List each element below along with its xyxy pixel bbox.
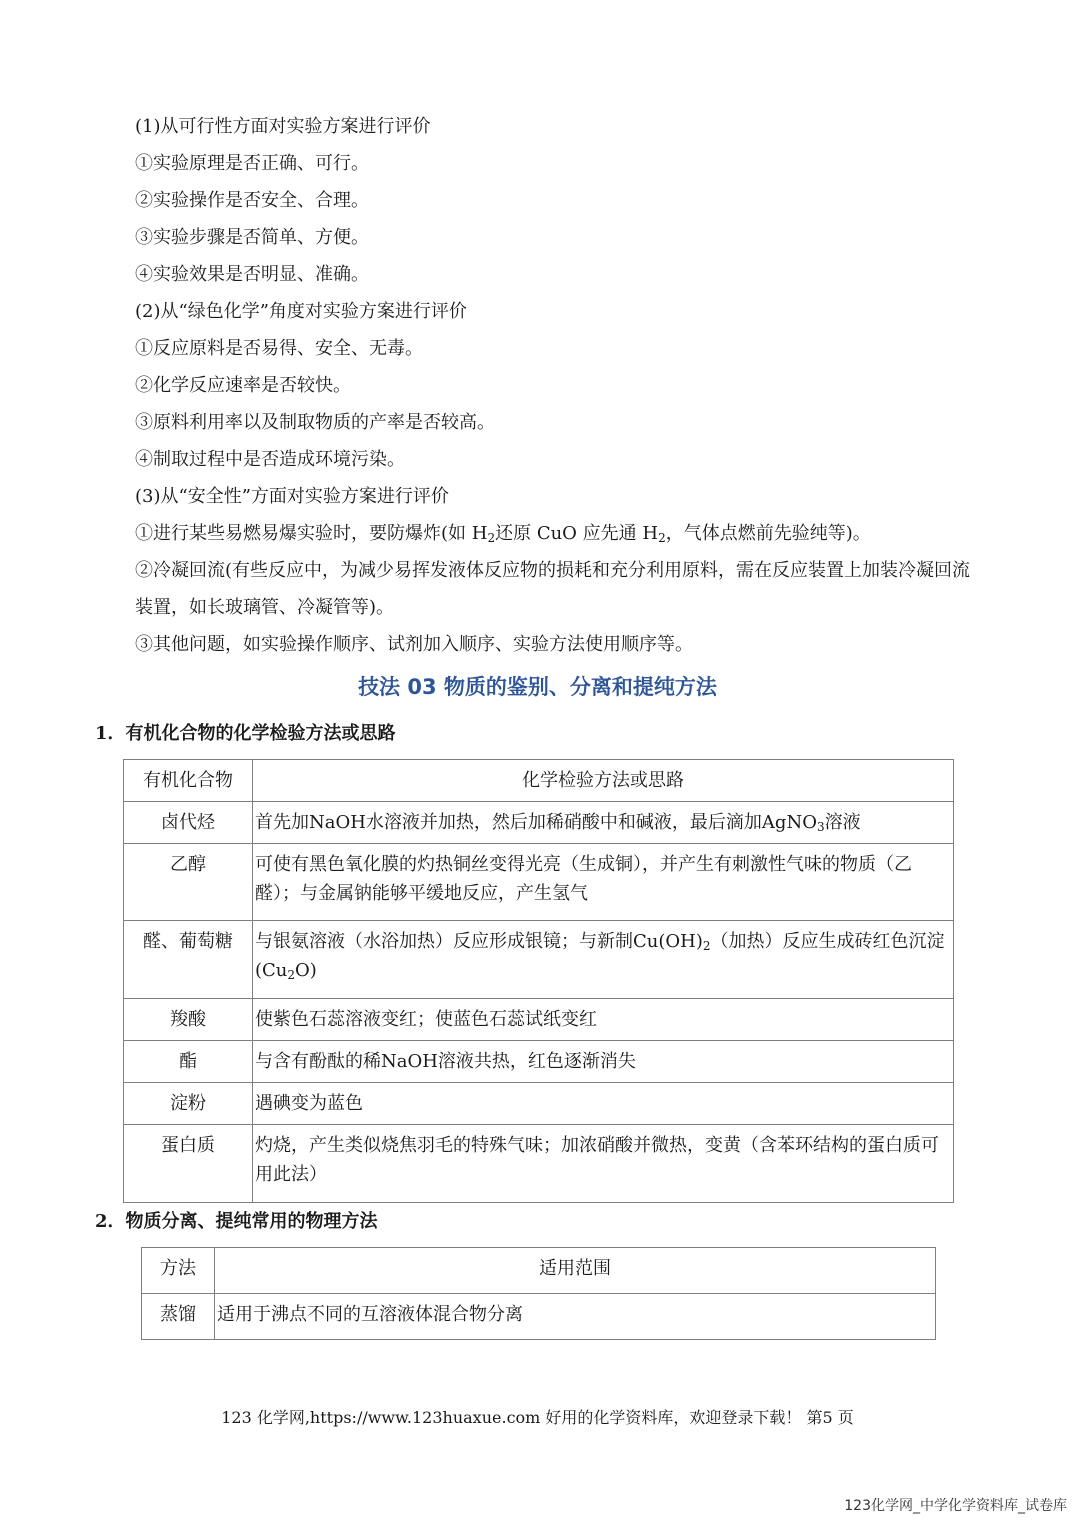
paragraph: ①反应原料是否易得、安全、无毒。 bbox=[135, 338, 423, 359]
method-cell: 遇碘变为蓝色 bbox=[253, 1083, 954, 1125]
heading-organic-tests: 1．有机化合物的化学检验方法或思路 bbox=[95, 723, 396, 744]
paragraph: ③原料利用率以及制取物质的产率是否较高。 bbox=[135, 412, 495, 433]
method-cell: 与含有酚酞的稀NaOH溶液共热，红色逐渐消失 bbox=[253, 1041, 954, 1083]
compound-cell: 乙醇 bbox=[124, 844, 253, 921]
table-row bbox=[124, 921, 954, 999]
separation-method-table bbox=[141, 1247, 936, 1340]
compound-cell: 醛、葡萄糖 bbox=[124, 921, 253, 999]
heading-separation-methods: 2．物质分离、提纯常用的物理方法 bbox=[95, 1211, 378, 1232]
table-row bbox=[124, 802, 954, 844]
paragraph: ③实验步骤是否简单、方便。 bbox=[135, 227, 369, 248]
compound-cell: 酯 bbox=[124, 1041, 253, 1083]
table-row bbox=[124, 1125, 954, 1203]
compound-cell: 羧酸 bbox=[124, 999, 253, 1041]
method-cell: 可使有黑色氧化膜的灼热铜丝变得光亮（生成铜），并产生有刺激性气味的物质（乙醛）；与金属钠能够平缓地反应，产生氢气 bbox=[253, 844, 954, 921]
paragraph: ②冷凝回流(有些反应中，为减少易挥发液体反应物的损耗和充分利用原料，需在反应装置上加装冷凝回流装置，如长玻璃管、冷凝管等)。 bbox=[135, 560, 971, 618]
method-cell: 与银氨溶液（水浴加热）反应形成银镜；与新制$Cu(OH)_2$（加热）反应生成砖红色沉淀$(Cu_2O)$ bbox=[253, 921, 954, 999]
method-cell: 灼烧，产生类似烧焦羽毛的特殊气味；加浓硝酸并微热，变黄（含苯环结构的蛋白质可用此法） bbox=[253, 1125, 954, 1203]
evaluation-text-block bbox=[95, 108, 985, 663]
paragraph: (3)从“安全性”方面对实验方案进行评价 bbox=[135, 486, 449, 507]
compound-cell: 淀粉 bbox=[124, 1083, 253, 1125]
table-row bbox=[124, 1041, 954, 1083]
paragraph: ④实验效果是否明显、准确。 bbox=[135, 264, 369, 285]
method-cell: 首先加NaOH水溶液并加热，然后加稀硝酸中和碱液，最后滴加AgNO$_3$溶液 bbox=[253, 802, 954, 844]
paragraph: ②化学反应速率是否较快。 bbox=[135, 375, 351, 396]
table-header-cell: 适用范围 bbox=[215, 1248, 936, 1294]
table-header-row bbox=[124, 760, 954, 802]
organic-test-table bbox=[123, 759, 954, 1203]
paragraph: ③其他问题，如实验操作顺序、试剂加入顺序、实验方法使用顺序等。 bbox=[135, 634, 693, 655]
method-cell: 使紫色石蕊溶液变红；使蓝色石蕊试纸变红 bbox=[253, 999, 954, 1041]
compound-cell: 卤代烃 bbox=[124, 802, 253, 844]
paragraph: (2)从“绿色化学”角度对实验方案进行评价 bbox=[135, 301, 467, 322]
paragraph-with-formula: ①进行某些易燃易爆实验时，要防爆炸(如 $H_2$还原 CuO 应先通 $H_2$，气体点燃前先验纯等)。 bbox=[135, 523, 871, 545]
watermark-text: 123化学网_中学化学资料库_试卷库 bbox=[844, 1498, 1067, 1514]
table-row bbox=[124, 999, 954, 1041]
section-title: 技法 03 物质的鉴别、分离和提纯方法 bbox=[358, 675, 717, 699]
table-header-cell: 化学检验方法或思路 bbox=[253, 760, 954, 802]
paragraph: (1)从可行性方面对实验方案进行评价 bbox=[135, 116, 431, 137]
table-header-cell: 有机化合物 bbox=[124, 760, 253, 802]
scope-cell: 适用于沸点不同的互溶液体混合物分离 bbox=[215, 1294, 936, 1340]
compound-cell: 蛋白质 bbox=[124, 1125, 253, 1203]
table-row bbox=[142, 1294, 936, 1340]
paragraph: ④制取过程中是否造成环境污染。 bbox=[135, 449, 405, 470]
paragraph: ②实验操作是否安全、合理。 bbox=[135, 190, 369, 211]
paragraph: ①实验原理是否正确、可行。 bbox=[135, 153, 369, 174]
page-footer: 123 化学网,https://www.123huaxue.com 好用的化学资料库，欢迎登录下载！ 第5 页 bbox=[221, 1408, 854, 1427]
table-row bbox=[124, 844, 954, 921]
method-name-cell: 蒸馏 bbox=[142, 1294, 215, 1340]
table-row bbox=[124, 1083, 954, 1125]
table-header-cell: 方法 bbox=[142, 1248, 215, 1294]
table-header-row bbox=[142, 1248, 936, 1294]
